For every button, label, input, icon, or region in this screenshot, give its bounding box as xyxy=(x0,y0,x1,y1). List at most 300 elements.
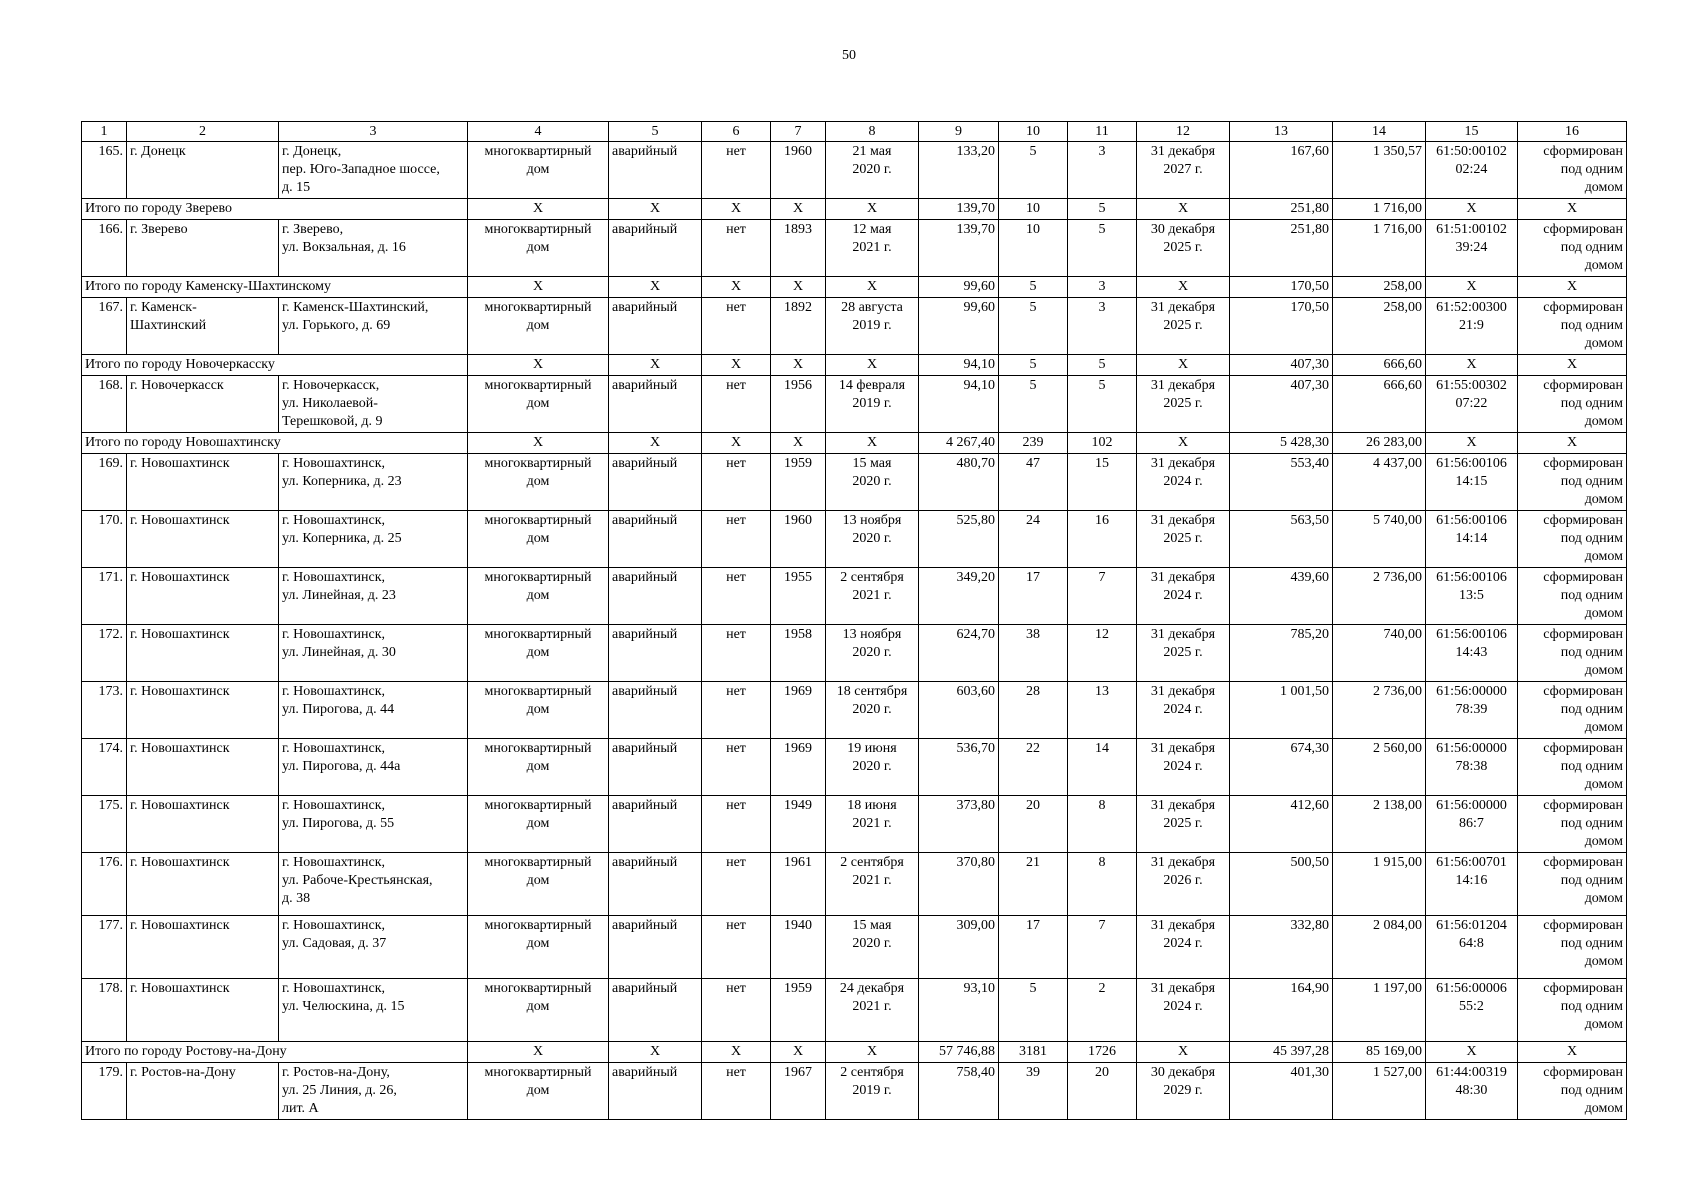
table-cell: 167,60 xyxy=(1230,142,1333,199)
table-cell: многоквартирный дом xyxy=(468,142,609,199)
table-cell: аварийный xyxy=(609,142,702,199)
table-cell: г. Новошахтинск xyxy=(127,916,279,979)
table-cell: г. Новошахтинск xyxy=(127,796,279,853)
table-cell: 370,80 xyxy=(919,853,999,916)
column-number: 7 xyxy=(771,122,826,142)
subtotal-cell: 239 xyxy=(999,433,1068,454)
table-cell: сформирован под одним домом xyxy=(1518,376,1627,433)
subtotal-cell: 10 xyxy=(999,199,1068,220)
table-cell: 21 мая 2020 г. xyxy=(826,142,919,199)
table-cell: 15 xyxy=(1068,454,1137,511)
table-cell: г. Донецк, пер. Юго-Западное шоссе, д. 15 xyxy=(279,142,468,199)
subtotal-cell: X xyxy=(826,355,919,376)
table-cell: г. Новошахтинск xyxy=(127,625,279,682)
table-cell: 3 xyxy=(1068,142,1137,199)
table-cell: 61:56:00106 14:43 xyxy=(1426,625,1518,682)
table-cell: нет xyxy=(702,220,771,277)
table-cell: 21 xyxy=(999,853,1068,916)
table-cell: 166. xyxy=(82,220,127,277)
subtotal-cell: X xyxy=(702,1042,771,1063)
table-cell: нет xyxy=(702,682,771,739)
table-cell: аварийный xyxy=(609,454,702,511)
table-cell: аварийный xyxy=(609,682,702,739)
table-cell: 1969 xyxy=(771,682,826,739)
subtotal-cell: 4 267,40 xyxy=(919,433,999,454)
table-cell: сформирован под одним домом xyxy=(1518,625,1627,682)
table-cell: сформирован под одним домом xyxy=(1518,796,1627,853)
column-number: 11 xyxy=(1068,122,1137,142)
subtotal-cell: 1726 xyxy=(1068,1042,1137,1063)
table-cell: 8 xyxy=(1068,796,1137,853)
table-cell: 18 июня 2021 г. xyxy=(826,796,919,853)
table-cell: многоквартирный дом xyxy=(468,796,609,853)
table-cell: 172. xyxy=(82,625,127,682)
table-cell: сформирован под одним домом xyxy=(1518,916,1627,979)
subtotal-cell: X xyxy=(1518,277,1627,298)
subtotal-label: Итого по городу Ростову-на-Дону xyxy=(82,1042,468,1063)
table-cell: сформирован под одним домом xyxy=(1518,979,1627,1042)
table-cell: 170. xyxy=(82,511,127,568)
table-cell: г. Зверево xyxy=(127,220,279,277)
table-cell: аварийный xyxy=(609,220,702,277)
table-cell: 5 xyxy=(999,142,1068,199)
table-cell: 61:56:00106 13:5 xyxy=(1426,568,1518,625)
subtotal-cell: X xyxy=(1426,277,1518,298)
table-row xyxy=(82,298,1627,355)
table-cell: 1960 xyxy=(771,142,826,199)
table-cell: аварийный xyxy=(609,979,702,1042)
table-cell: многоквартирный дом xyxy=(468,568,609,625)
subtotal-cell: X xyxy=(826,433,919,454)
table-cell: 61:50:00102 02:24 xyxy=(1426,142,1518,199)
table-cell: многоквартирный дом xyxy=(468,1063,609,1120)
table-cell: сформирован под одним домом xyxy=(1518,1063,1627,1120)
table-cell: многоквартирный дом xyxy=(468,916,609,979)
table-cell: 500,50 xyxy=(1230,853,1333,916)
table-cell: г. Ростов-на-Дону, ул. 25 Линия, д. 26, лит. А xyxy=(279,1063,468,1120)
subtotal-cell: 102 xyxy=(1068,433,1137,454)
table-cell: сформирован под одним домом xyxy=(1518,142,1627,199)
table-cell: нет xyxy=(702,853,771,916)
table-cell: 674,30 xyxy=(1230,739,1333,796)
table-cell: многоквартирный дом xyxy=(468,625,609,682)
subtotal-cell: 3 xyxy=(1068,277,1137,298)
table-cell: 2 736,00 xyxy=(1333,568,1426,625)
table-cell: 61:52:00300 21:9 xyxy=(1426,298,1518,355)
table-cell: г. Новошахтинск, ул. Пирогова, д. 55 xyxy=(279,796,468,853)
table-cell: 13 ноября 2020 г. xyxy=(826,511,919,568)
subtotal-cell: 5 xyxy=(1068,199,1137,220)
table-cell: 31 декабря 2025 г. xyxy=(1137,298,1230,355)
table-cell: 1 197,00 xyxy=(1333,979,1426,1042)
subtotal-cell: X xyxy=(702,277,771,298)
subtotal-label: Итого по городу Новошахтинску xyxy=(82,433,468,454)
table-cell: г. Новошахтинск, ул. Коперника, д. 25 xyxy=(279,511,468,568)
table-cell: г. Новошахтинск, ул. Линейная, д. 23 xyxy=(279,568,468,625)
table-body xyxy=(82,122,1627,1120)
subtotal-cell: 85 169,00 xyxy=(1333,1042,1426,1063)
subtotal-cell: X xyxy=(771,199,826,220)
table-cell: 139,70 xyxy=(919,220,999,277)
subtotal-cell: 99,60 xyxy=(919,277,999,298)
column-number: 2 xyxy=(127,122,279,142)
table-cell: аварийный xyxy=(609,568,702,625)
table-cell: 31 декабря 2025 г. xyxy=(1137,376,1230,433)
table-cell: нет xyxy=(702,1063,771,1120)
table-cell: 61:56:00106 14:15 xyxy=(1426,454,1518,511)
subtotal-cell: X xyxy=(1426,1042,1518,1063)
table-cell: сформирован под одним домом xyxy=(1518,853,1627,916)
table-cell: 24 декабря 2021 г. xyxy=(826,979,919,1042)
subtotal-cell: 5 xyxy=(999,355,1068,376)
table-cell: г. Новошахтинск, ул. Пирогова, д. 44а xyxy=(279,739,468,796)
column-number: 5 xyxy=(609,122,702,142)
subtotal-cell: 26 283,00 xyxy=(1333,433,1426,454)
subtotal-cell: X xyxy=(1518,1042,1627,1063)
column-number: 15 xyxy=(1426,122,1518,142)
column-number: 4 xyxy=(468,122,609,142)
subtotal-label: Итого по городу Зверево xyxy=(82,199,468,220)
subtotal-cell: X xyxy=(771,433,826,454)
column-number: 16 xyxy=(1518,122,1627,142)
table-cell: 439,60 xyxy=(1230,568,1333,625)
subtotal-row xyxy=(82,433,1627,454)
table-cell: аварийный xyxy=(609,298,702,355)
table-row xyxy=(82,376,1627,433)
table-cell: 563,50 xyxy=(1230,511,1333,568)
table-cell: 758,40 xyxy=(919,1063,999,1120)
table-cell: 373,80 xyxy=(919,796,999,853)
table-cell: 1961 xyxy=(771,853,826,916)
table-cell: многоквартирный дом xyxy=(468,739,609,796)
subtotal-cell: X xyxy=(826,1042,919,1063)
column-number: 6 xyxy=(702,122,771,142)
table-cell: 61:56:00000 78:39 xyxy=(1426,682,1518,739)
table-cell: многоквартирный дом xyxy=(468,376,609,433)
table-cell: 5 xyxy=(999,298,1068,355)
subtotal-cell: 5 xyxy=(999,277,1068,298)
subtotal-cell: X xyxy=(1518,199,1627,220)
subtotal-cell: 258,00 xyxy=(1333,277,1426,298)
table-cell: 785,20 xyxy=(1230,625,1333,682)
subtotal-cell: 251,80 xyxy=(1230,199,1333,220)
subtotal-cell: X xyxy=(1137,433,1230,454)
table-cell: 28 xyxy=(999,682,1068,739)
table-cell: сформирован под одним домом xyxy=(1518,511,1627,568)
table-cell: 7 xyxy=(1068,568,1137,625)
table-cell: 31 декабря 2024 г. xyxy=(1137,916,1230,979)
column-number: 3 xyxy=(279,122,468,142)
table-cell: многоквартирный дом xyxy=(468,511,609,568)
subtotal-cell: X xyxy=(609,277,702,298)
table-cell: 1956 xyxy=(771,376,826,433)
table-cell: 61:56:00000 78:38 xyxy=(1426,739,1518,796)
subtotal-cell: 3181 xyxy=(999,1042,1068,1063)
column-number: 14 xyxy=(1333,122,1426,142)
table-cell: г. Новошахтинск xyxy=(127,979,279,1042)
table-cell: 1958 xyxy=(771,625,826,682)
table-cell: сформирован под одним домом xyxy=(1518,220,1627,277)
table-cell: 10 xyxy=(999,220,1068,277)
table-cell: 31 декабря 2027 г. xyxy=(1137,142,1230,199)
table-cell: 14 февраля 2019 г. xyxy=(826,376,919,433)
subtotal-cell: X xyxy=(1426,433,1518,454)
subtotal-cell: 5 428,30 xyxy=(1230,433,1333,454)
table-cell: аварийный xyxy=(609,853,702,916)
column-number: 10 xyxy=(999,122,1068,142)
table-cell: нет xyxy=(702,454,771,511)
table-cell: 61:55:00302 07:22 xyxy=(1426,376,1518,433)
table-cell: 1 915,00 xyxy=(1333,853,1426,916)
table-cell: 16 xyxy=(1068,511,1137,568)
subtotal-row xyxy=(82,355,1627,376)
table-cell: 401,30 xyxy=(1230,1063,1333,1120)
table-cell: 177. xyxy=(82,916,127,979)
table-cell: 1959 xyxy=(771,454,826,511)
table-cell: 38 xyxy=(999,625,1068,682)
table-cell: 31 декабря 2024 г. xyxy=(1137,739,1230,796)
table-cell: нет xyxy=(702,916,771,979)
table-cell: 4 437,00 xyxy=(1333,454,1426,511)
table-cell: 178. xyxy=(82,979,127,1042)
table-cell: аварийный xyxy=(609,916,702,979)
table-cell: 15 мая 2020 г. xyxy=(826,916,919,979)
table-cell: 2 138,00 xyxy=(1333,796,1426,853)
table-row xyxy=(82,853,1627,916)
table-cell: 18 сентября 2020 г. xyxy=(826,682,919,739)
table-cell: 1967 xyxy=(771,1063,826,1120)
table-cell: г. Донецк xyxy=(127,142,279,199)
table-cell: нет xyxy=(702,142,771,199)
table-cell: 740,00 xyxy=(1333,625,1426,682)
subtotal-cell: X xyxy=(702,433,771,454)
table-cell: г. Новошахтинск, ул. Линейная, д. 30 xyxy=(279,625,468,682)
table-cell: 7 xyxy=(1068,916,1137,979)
table-cell: 31 декабря 2024 г. xyxy=(1137,454,1230,511)
table-cell: 99,60 xyxy=(919,298,999,355)
table-cell: 12 мая 2021 г. xyxy=(826,220,919,277)
subtotal-cell: X xyxy=(609,1042,702,1063)
table-cell: 1 001,50 xyxy=(1230,682,1333,739)
table-cell: 170,50 xyxy=(1230,298,1333,355)
table-cell: 61:56:00701 14:16 xyxy=(1426,853,1518,916)
table-cell: 624,70 xyxy=(919,625,999,682)
subtotal-label: Итого по городу Каменску-Шахтинскому xyxy=(82,277,468,298)
subtotal-cell: X xyxy=(826,199,919,220)
subtotal-cell: X xyxy=(1137,277,1230,298)
table-cell: 5 740,00 xyxy=(1333,511,1426,568)
subtotal-cell: X xyxy=(468,277,609,298)
table-cell: 1 716,00 xyxy=(1333,220,1426,277)
table-row xyxy=(82,682,1627,739)
table-cell: г. Новошахтинск, ул. Садовая, д. 37 xyxy=(279,916,468,979)
subtotal-cell: 45 397,28 xyxy=(1230,1042,1333,1063)
column-number: 1 xyxy=(82,122,127,142)
table-cell: 167. xyxy=(82,298,127,355)
subtotal-cell: X xyxy=(1518,433,1627,454)
table-cell: 2 сентября 2021 г. xyxy=(826,853,919,916)
table-row xyxy=(82,220,1627,277)
table-cell: сформирован под одним домом xyxy=(1518,568,1627,625)
table-cell: 31 декабря 2024 г. xyxy=(1137,979,1230,1042)
table-cell: многоквартирный дом xyxy=(468,853,609,916)
table-cell: 174. xyxy=(82,739,127,796)
table-cell: нет xyxy=(702,625,771,682)
column-number-row xyxy=(82,122,1627,142)
table-cell: 8 xyxy=(1068,853,1137,916)
table-cell: 309,00 xyxy=(919,916,999,979)
table-cell: аварийный xyxy=(609,376,702,433)
table-cell: аварийный xyxy=(609,739,702,796)
table-cell: 1 350,57 xyxy=(1333,142,1426,199)
table-row xyxy=(82,142,1627,199)
table-row xyxy=(82,454,1627,511)
table-cell: 2 сентября 2021 г. xyxy=(826,568,919,625)
table-cell: 1893 xyxy=(771,220,826,277)
table-cell: 332,80 xyxy=(1230,916,1333,979)
table-cell: 31 декабря 2025 г. xyxy=(1137,625,1230,682)
column-number: 12 xyxy=(1137,122,1230,142)
table-cell: 666,60 xyxy=(1333,376,1426,433)
table-cell: 480,70 xyxy=(919,454,999,511)
table-cell: 15 мая 2020 г. xyxy=(826,454,919,511)
table-cell: 2 736,00 xyxy=(1333,682,1426,739)
subtotal-cell: X xyxy=(1137,199,1230,220)
table-cell: 39 xyxy=(999,1063,1068,1120)
table-cell: 407,30 xyxy=(1230,376,1333,433)
table-cell: нет xyxy=(702,298,771,355)
subtotal-cell: X xyxy=(468,199,609,220)
table-cell: нет xyxy=(702,376,771,433)
table-cell: 553,40 xyxy=(1230,454,1333,511)
table-cell: 13 ноября 2020 г. xyxy=(826,625,919,682)
table-cell: 19 июня 2020 г. xyxy=(826,739,919,796)
subtotal-cell: 5 xyxy=(1068,355,1137,376)
table-row xyxy=(82,979,1627,1042)
table-cell: г. Новошахтинск, ул. Рабоче-Крестьянская, д. 38 xyxy=(279,853,468,916)
table-cell: г. Новошахтинск xyxy=(127,511,279,568)
subtotal-cell: 666,60 xyxy=(1333,355,1426,376)
table-cell: 412,60 xyxy=(1230,796,1333,853)
table-row xyxy=(82,1063,1627,1120)
table-cell: 536,70 xyxy=(919,739,999,796)
table-cell: нет xyxy=(702,796,771,853)
table-cell: 20 xyxy=(1068,1063,1137,1120)
table-cell: 5 xyxy=(999,376,1068,433)
table-cell: сформирован под одним домом xyxy=(1518,454,1627,511)
subtotal-row xyxy=(82,1042,1627,1063)
table-cell: г. Новошахтинск xyxy=(127,682,279,739)
table-cell: 1949 xyxy=(771,796,826,853)
table-cell: г. Новошахтинск, ул. Пирогова, д. 44 xyxy=(279,682,468,739)
page-number: 50 xyxy=(842,48,856,63)
table-cell: 61:51:00102 39:24 xyxy=(1426,220,1518,277)
table-cell: г. Новошахтинск xyxy=(127,739,279,796)
subtotal-row xyxy=(82,277,1627,298)
table-cell: 164,90 xyxy=(1230,979,1333,1042)
table-cell: 1 527,00 xyxy=(1333,1063,1426,1120)
table-row xyxy=(82,739,1627,796)
subtotal-cell: 139,70 xyxy=(919,199,999,220)
table-row xyxy=(82,568,1627,625)
table-cell: сформирован под одним домом xyxy=(1518,682,1627,739)
table-cell: 1959 xyxy=(771,979,826,1042)
table-cell: 28 августа 2019 г. xyxy=(826,298,919,355)
table-cell: 525,80 xyxy=(919,511,999,568)
table-cell: 2 560,00 xyxy=(1333,739,1426,796)
table-cell: г. Новошахтинск xyxy=(127,853,279,916)
subtotal-cell: X xyxy=(1518,355,1627,376)
subtotal-cell: X xyxy=(1137,355,1230,376)
table-cell: 2 084,00 xyxy=(1333,916,1426,979)
subtotal-cell: 94,10 xyxy=(919,355,999,376)
table-cell: 61:44:00319 48:30 xyxy=(1426,1063,1518,1120)
table-cell: 13 xyxy=(1068,682,1137,739)
table-cell: 94,10 xyxy=(919,376,999,433)
table-cell: сформирован под одним домом xyxy=(1518,298,1627,355)
table-cell: многоквартирный дом xyxy=(468,298,609,355)
table-cell: г. Ростов-на-Дону xyxy=(127,1063,279,1120)
subtotal-label: Итого по городу Новочеркасску xyxy=(82,355,468,376)
table-cell: 31 декабря 2025 г. xyxy=(1137,511,1230,568)
table-cell: нет xyxy=(702,739,771,796)
table-row xyxy=(82,916,1627,979)
table-cell: 2 xyxy=(1068,979,1137,1042)
subtotal-cell: X xyxy=(609,433,702,454)
table-cell: 22 xyxy=(999,739,1068,796)
table-cell: 1955 xyxy=(771,568,826,625)
table-cell: 17 xyxy=(999,916,1068,979)
table-cell: 31 декабря 2026 г. xyxy=(1137,853,1230,916)
table-cell: сформирован под одним домом xyxy=(1518,739,1627,796)
table-cell: г. Каменск- Шахтинский xyxy=(127,298,279,355)
table-cell: 258,00 xyxy=(1333,298,1426,355)
table-cell: 5 xyxy=(1068,220,1137,277)
table-cell: 5 xyxy=(1068,376,1137,433)
housing-register-table xyxy=(81,121,1627,1120)
table-cell: 3 xyxy=(1068,298,1137,355)
table-cell: 176. xyxy=(82,853,127,916)
table-cell: 168. xyxy=(82,376,127,433)
subtotal-cell: X xyxy=(468,1042,609,1063)
table-cell: 30 декабря 2029 г. xyxy=(1137,1063,1230,1120)
table-cell: 61:56:00006 55:2 xyxy=(1426,979,1518,1042)
subtotal-cell: 1 716,00 xyxy=(1333,199,1426,220)
table-cell: многоквартирный дом xyxy=(468,682,609,739)
subtotal-row xyxy=(82,199,1627,220)
table-cell: г. Новошахтинск xyxy=(127,568,279,625)
table-cell: 17 xyxy=(999,568,1068,625)
table-cell: 603,60 xyxy=(919,682,999,739)
table-cell: 20 xyxy=(999,796,1068,853)
table-cell: 349,20 xyxy=(919,568,999,625)
subtotal-cell: X xyxy=(702,355,771,376)
column-number: 13 xyxy=(1230,122,1333,142)
table-cell: 169. xyxy=(82,454,127,511)
subtotal-cell: X xyxy=(771,1042,826,1063)
subtotal-cell: X xyxy=(826,277,919,298)
subtotal-cell: X xyxy=(771,355,826,376)
column-number: 9 xyxy=(919,122,999,142)
table-cell: 251,80 xyxy=(1230,220,1333,277)
subtotal-cell: 57 746,88 xyxy=(919,1042,999,1063)
table-cell: г. Новошахтинск xyxy=(127,454,279,511)
table-row xyxy=(82,511,1627,568)
table-cell: многоквартирный дом xyxy=(468,220,609,277)
table-cell: 1969 xyxy=(771,739,826,796)
table-cell: 31 декабря 2024 г. xyxy=(1137,682,1230,739)
table-cell: 30 декабря 2025 г. xyxy=(1137,220,1230,277)
